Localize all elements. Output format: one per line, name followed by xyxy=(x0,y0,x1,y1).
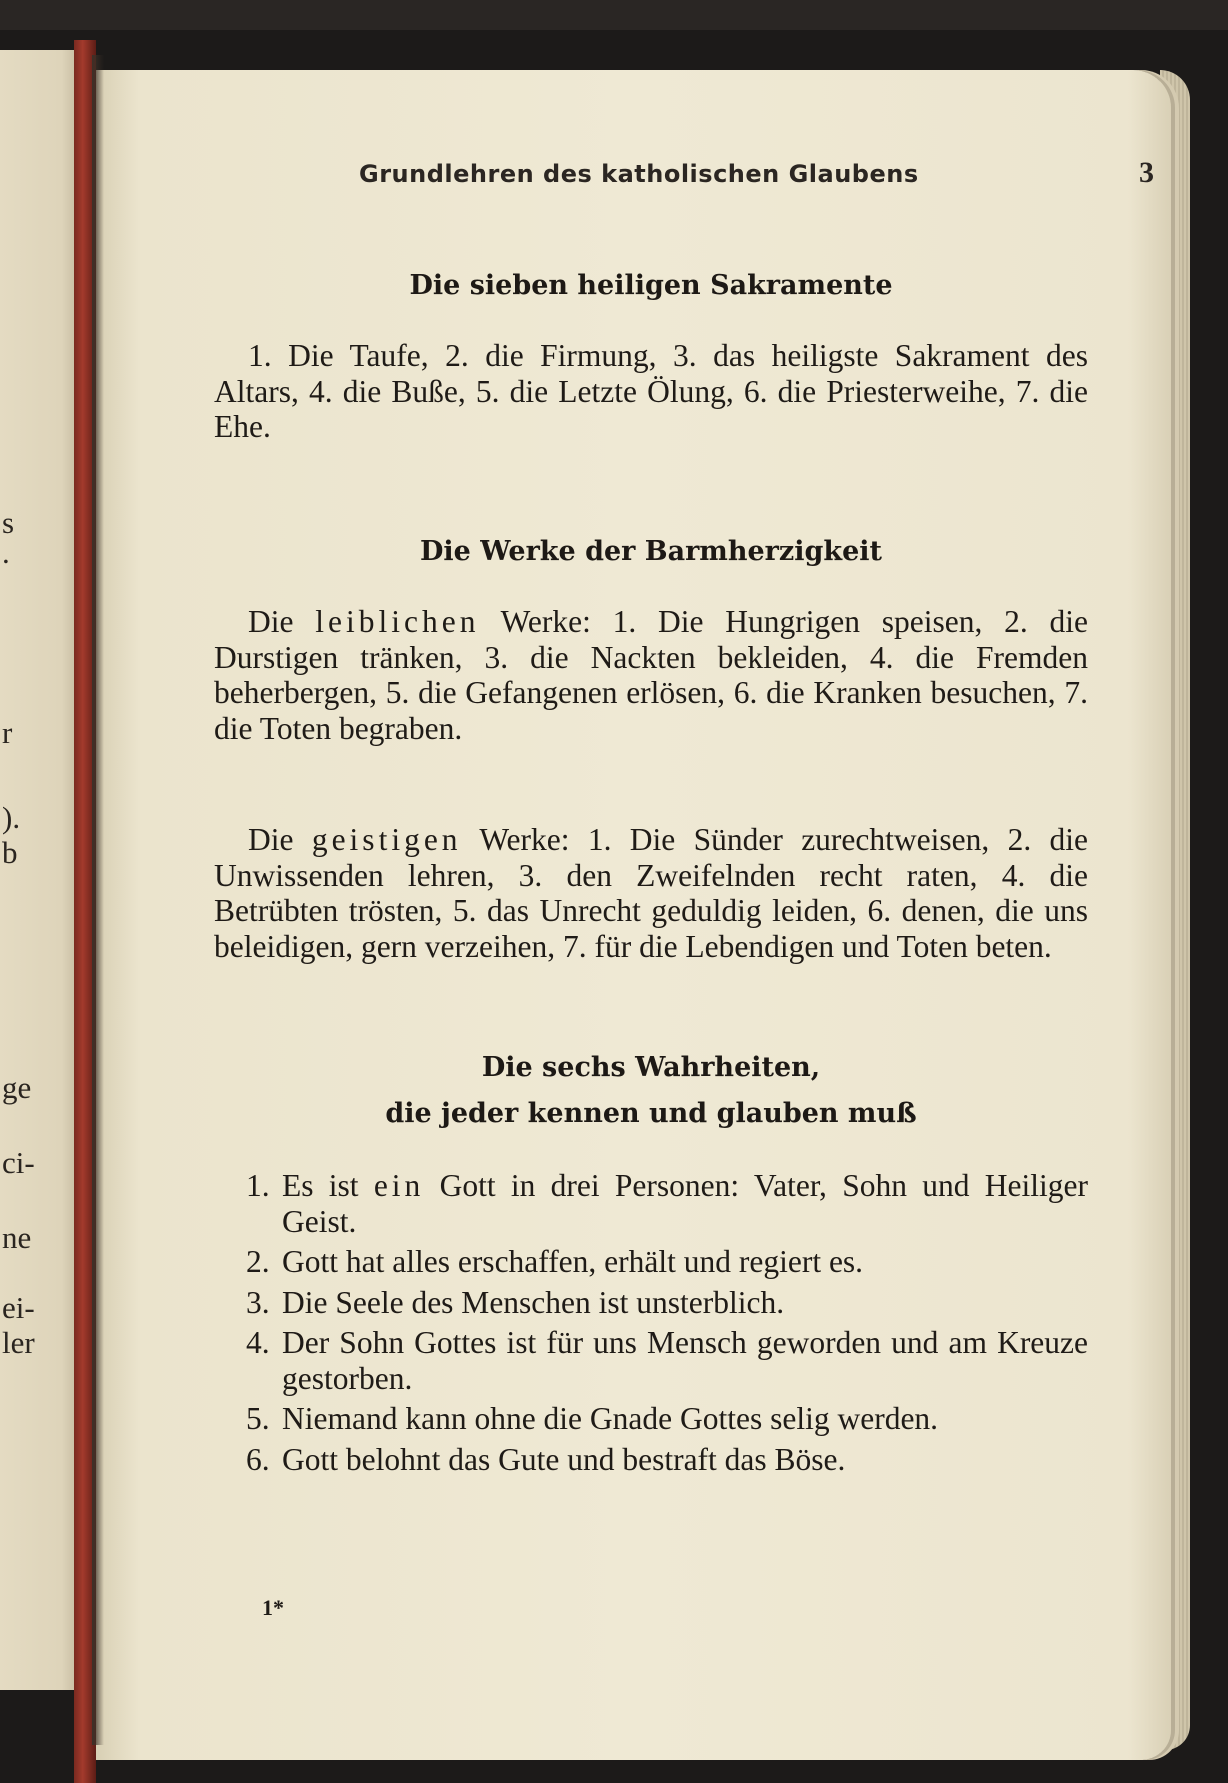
list-item xyxy=(214,1401,1088,1437)
list-item-text xyxy=(282,1168,1088,1239)
signature-mark: 1* xyxy=(262,1595,284,1620)
left-page-fragment: ). xyxy=(2,800,21,835)
list-item-text: Gott belohnt das Gute und bestraft das Böse. xyxy=(282,1441,846,1477)
spine-shadow xyxy=(92,55,104,1745)
bodily-lead: Die xyxy=(248,604,294,639)
list-item xyxy=(214,1325,1088,1396)
truth-1-post: Gott in drei Personen: Vater, Sohn und Heiliger Geist. xyxy=(282,1168,1088,1239)
heading-sacraments: Die sieben heiligen Sakramente xyxy=(409,270,893,301)
sacraments-text: 1. Die Taufe, 2. die Firmung, 3. das heiligste Sakrament des Altars, 4. die Buße, 5. die Letzte Ölung, 6. die Priesterweihe, 7. die Ehe. xyxy=(214,338,1088,444)
list-item-number: 6. xyxy=(246,1441,270,1477)
left-page-fragment: r xyxy=(2,715,13,750)
list-item-number: 2. xyxy=(246,1244,270,1279)
spiritual-lead: Die xyxy=(248,822,294,857)
page-number: 3 xyxy=(1139,156,1155,189)
left-page-fragment: b xyxy=(2,835,18,870)
bodily-works-paragraph xyxy=(214,604,1088,746)
list-item-text: Gott hat alles erschaffen, erhält und regiert es. xyxy=(282,1244,864,1279)
left-page-fragment: ler xyxy=(2,1325,35,1360)
truth-1-spaced-word: ein xyxy=(373,1168,425,1203)
list-item-number: 3. xyxy=(246,1284,270,1320)
spiritual-works-text: Werke: 1. Die Sünder zurechtweisen, 2. die Unwissenden lehren, 3. den Zweifelnden recht raten, 4. die Betrübten trösten, 5. das Unrecht geduldig leiden, 6. denen, die uns beleidigen, gern verzeihen, 7. für die Lebendigen und Toten beten. xyxy=(214,822,1089,964)
left-page-fragment: ci- xyxy=(2,1145,35,1180)
list-item xyxy=(214,1244,1088,1280)
left-page-fragment: s xyxy=(2,505,15,540)
list-item xyxy=(214,1168,1088,1239)
spiritual-spaced-word: geistigen xyxy=(311,822,462,857)
bodily-works-text: Werke: 1. Die Hungrigen speisen, 2. die Durstigen tränken, 3. die Nackten bekleiden, 4. die Fremden beherbergen, 5. die Gefangenen erlösen, 6. die Kranken besuchen, 7. die Toten begraben. xyxy=(214,604,1088,746)
left-page-fragment: . xyxy=(2,535,10,570)
list-item xyxy=(214,1442,1088,1478)
spiritual-works-paragraph xyxy=(214,822,1088,964)
six-truths-list xyxy=(214,1168,1088,1482)
heading-six-truths-line1: Die sechs Wahrheiten, xyxy=(481,1052,821,1083)
list-item-text: Die Seele des Menschen ist unsterblich. xyxy=(282,1284,785,1320)
running-head-title: Grundlehren des katholischen Glaubens xyxy=(359,160,919,188)
list-item xyxy=(214,1285,1088,1321)
left-page-fragment: ne xyxy=(2,1220,32,1255)
list-item-text: Niemand kann ohne die Gnade Gottes selig werden. xyxy=(282,1401,939,1436)
list-item-text: Der Sohn Gottes ist für uns Mensch geworden und am Kreuze gestorben. xyxy=(282,1325,1088,1396)
list-item-number: 1. xyxy=(246,1168,270,1203)
left-page-fragment: ei- xyxy=(2,1290,35,1325)
heading-six-truths-line2: die jeder kennen und glauben muß xyxy=(385,1098,917,1129)
left-page-fragment: ge xyxy=(2,1070,32,1105)
heading-works-of-mercy: Die Werke der Barmherzigkeit xyxy=(420,536,882,567)
truth-1-pre: Es ist xyxy=(282,1168,359,1203)
bodily-spaced-word: leiblichen xyxy=(315,604,480,639)
list-item-number: 5. xyxy=(246,1401,270,1436)
list-item-number: 4. xyxy=(246,1325,270,1360)
